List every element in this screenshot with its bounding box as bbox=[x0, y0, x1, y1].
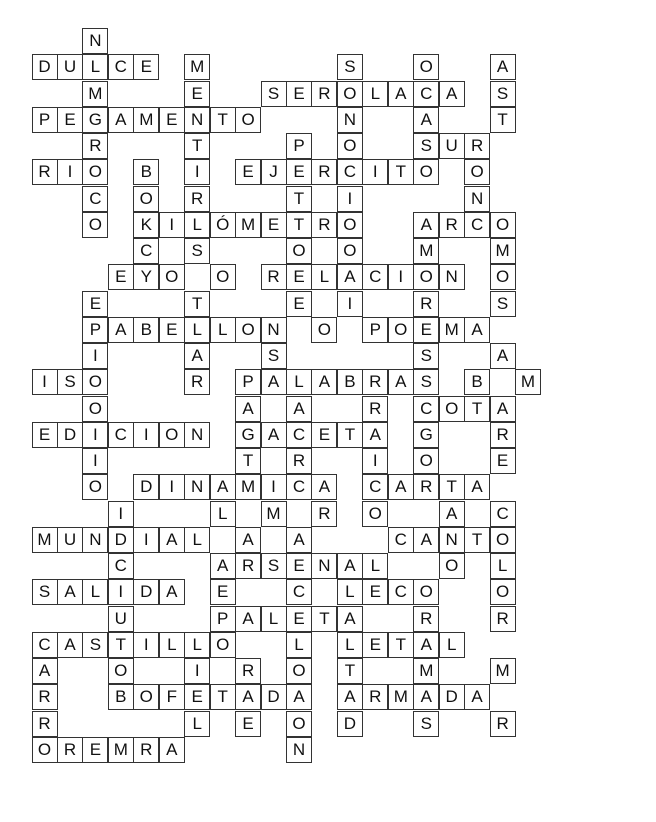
grid-cell[interactable]: A bbox=[337, 553, 363, 579]
grid-cell[interactable]: A bbox=[159, 527, 185, 553]
grid-cell[interactable]: E bbox=[32, 422, 58, 448]
grid-cell[interactable]: T bbox=[439, 474, 465, 500]
grid-cell[interactable]: A bbox=[210, 553, 236, 579]
grid-cell[interactable]: S bbox=[413, 133, 439, 159]
grid-cell[interactable]: L bbox=[210, 501, 236, 527]
grid-cell[interactable]: A bbox=[57, 632, 83, 658]
grid-cell[interactable]: R bbox=[235, 553, 261, 579]
grid-cell[interactable]: O bbox=[413, 264, 439, 290]
grid-cell[interactable]: E bbox=[184, 81, 210, 107]
grid-cell[interactable]: A bbox=[439, 81, 465, 107]
grid-cell[interactable]: A bbox=[108, 107, 134, 133]
grid-cell[interactable]: L bbox=[337, 632, 363, 658]
grid-cell[interactable]: N bbox=[439, 527, 465, 553]
grid-cell[interactable]: I bbox=[133, 422, 159, 448]
grid-cell[interactable]: O bbox=[82, 212, 108, 238]
grid-cell[interactable]: P bbox=[235, 369, 261, 395]
grid-cell[interactable]: O bbox=[235, 317, 261, 343]
grid-cell[interactable]: O bbox=[337, 238, 363, 264]
grid-cell[interactable]: E bbox=[362, 632, 388, 658]
grid-cell[interactable]: A bbox=[286, 684, 312, 710]
grid-cell[interactable]: O bbox=[82, 474, 108, 500]
grid-cell[interactable]: M bbox=[439, 317, 465, 343]
grid-cell[interactable]: A bbox=[362, 422, 388, 448]
grid-cell[interactable]: I bbox=[32, 369, 58, 395]
grid-cell[interactable]: D bbox=[108, 527, 134, 553]
grid-cell[interactable]: O bbox=[159, 264, 185, 290]
grid-cell[interactable]: C bbox=[108, 422, 134, 448]
grid-cell[interactable]: O bbox=[413, 159, 439, 185]
grid-cell[interactable]: T bbox=[337, 658, 363, 684]
grid-cell[interactable]: I bbox=[133, 527, 159, 553]
grid-cell[interactable]: C bbox=[108, 54, 134, 80]
grid-cell[interactable]: I bbox=[362, 448, 388, 474]
grid-cell[interactable]: O bbox=[286, 238, 312, 264]
grid-cell[interactable]: M bbox=[235, 474, 261, 500]
grid-cell[interactable]: T bbox=[388, 159, 414, 185]
grid-cell[interactable]: F bbox=[159, 684, 185, 710]
grid-cell[interactable]: S bbox=[57, 369, 83, 395]
grid-cell[interactable]: S bbox=[32, 579, 58, 605]
grid-cell[interactable]: C bbox=[133, 238, 159, 264]
grid-cell[interactable]: M bbox=[235, 212, 261, 238]
grid-cell[interactable]: G bbox=[413, 422, 439, 448]
grid-cell[interactable]: L bbox=[210, 317, 236, 343]
grid-cell[interactable]: M bbox=[515, 369, 541, 395]
grid-cell[interactable]: C bbox=[82, 186, 108, 212]
grid-cell[interactable]: S bbox=[261, 343, 287, 369]
grid-cell[interactable]: I bbox=[184, 658, 210, 684]
grid-cell[interactable]: T bbox=[286, 212, 312, 238]
grid-cell[interactable]: A bbox=[413, 527, 439, 553]
grid-cell[interactable]: Ó bbox=[210, 212, 236, 238]
grid-cell[interactable]: E bbox=[286, 606, 312, 632]
grid-cell[interactable]: O bbox=[388, 317, 414, 343]
grid-cell[interactable]: T bbox=[235, 448, 261, 474]
grid-cell[interactable]: E bbox=[82, 737, 108, 763]
grid-cell[interactable]: C bbox=[413, 396, 439, 422]
grid-cell[interactable]: A bbox=[32, 658, 58, 684]
grid-cell[interactable]: N bbox=[286, 737, 312, 763]
grid-cell[interactable]: I bbox=[362, 159, 388, 185]
grid-cell[interactable]: J bbox=[261, 159, 287, 185]
grid-cell[interactable]: B bbox=[464, 369, 490, 395]
grid-cell[interactable]: I bbox=[261, 474, 287, 500]
grid-cell[interactable]: A bbox=[464, 317, 490, 343]
grid-cell[interactable]: M bbox=[388, 684, 414, 710]
grid-cell[interactable]: A bbox=[413, 212, 439, 238]
grid-cell[interactable]: L bbox=[82, 579, 108, 605]
grid-cell[interactable]: A bbox=[413, 632, 439, 658]
grid-cell[interactable]: R bbox=[57, 737, 83, 763]
grid-cell[interactable]: E bbox=[235, 159, 261, 185]
grid-cell[interactable]: A bbox=[413, 684, 439, 710]
grid-cell[interactable]: R bbox=[32, 711, 58, 737]
grid-cell[interactable]: R bbox=[362, 396, 388, 422]
grid-cell[interactable]: R bbox=[311, 81, 337, 107]
grid-cell[interactable]: C bbox=[337, 159, 363, 185]
grid-cell[interactable]: O bbox=[439, 396, 465, 422]
grid-cell[interactable]: S bbox=[413, 369, 439, 395]
grid-cell[interactable]: P bbox=[286, 133, 312, 159]
grid-cell[interactable]: R bbox=[490, 606, 516, 632]
grid-cell[interactable]: M bbox=[490, 238, 516, 264]
grid-cell[interactable]: C bbox=[388, 579, 414, 605]
grid-cell[interactable]: T bbox=[464, 396, 490, 422]
grid-cell[interactable]: A bbox=[337, 684, 363, 710]
grid-cell[interactable]: R bbox=[413, 474, 439, 500]
grid-cell[interactable]: A bbox=[464, 684, 490, 710]
grid-cell[interactable]: R bbox=[184, 186, 210, 212]
grid-cell[interactable]: I bbox=[159, 212, 185, 238]
grid-cell[interactable]: R bbox=[311, 501, 337, 527]
grid-cell[interactable]: R bbox=[32, 159, 58, 185]
grid-cell[interactable]: E bbox=[108, 264, 134, 290]
grid-cell[interactable]: E bbox=[286, 291, 312, 317]
grid-cell[interactable]: S bbox=[490, 291, 516, 317]
grid-cell[interactable]: I bbox=[337, 186, 363, 212]
grid-cell[interactable]: O bbox=[286, 711, 312, 737]
grid-cell[interactable]: E bbox=[133, 54, 159, 80]
grid-cell[interactable]: E bbox=[261, 212, 287, 238]
grid-cell[interactable]: T bbox=[210, 107, 236, 133]
grid-cell[interactable]: R bbox=[490, 422, 516, 448]
grid-cell[interactable]: U bbox=[57, 527, 83, 553]
grid-cell[interactable]: A bbox=[388, 369, 414, 395]
grid-cell[interactable]: M bbox=[261, 501, 287, 527]
grid-cell[interactable]: T bbox=[184, 291, 210, 317]
grid-cell[interactable]: R bbox=[133, 737, 159, 763]
grid-cell[interactable]: N bbox=[337, 107, 363, 133]
grid-cell[interactable]: A bbox=[210, 474, 236, 500]
grid-cell[interactable]: R bbox=[235, 658, 261, 684]
grid-cell[interactable]: A bbox=[286, 527, 312, 553]
grid-cell[interactable]: O bbox=[210, 264, 236, 290]
grid-cell[interactable]: O bbox=[413, 54, 439, 80]
grid-cell[interactable]: A bbox=[261, 369, 287, 395]
grid-cell[interactable]: N bbox=[184, 422, 210, 448]
grid-cell[interactable]: T bbox=[210, 684, 236, 710]
grid-cell[interactable]: O bbox=[337, 81, 363, 107]
grid-cell[interactable]: E bbox=[159, 107, 185, 133]
grid-cell[interactable]: Y bbox=[133, 264, 159, 290]
grid-cell[interactable]: O bbox=[439, 553, 465, 579]
grid-cell[interactable]: A bbox=[159, 737, 185, 763]
grid-cell[interactable]: L bbox=[337, 579, 363, 605]
grid-cell[interactable]: E bbox=[362, 579, 388, 605]
grid-cell[interactable]: C bbox=[286, 474, 312, 500]
grid-cell[interactable]: O bbox=[337, 133, 363, 159]
grid-cell[interactable]: L bbox=[184, 317, 210, 343]
grid-cell[interactable]: O bbox=[108, 658, 134, 684]
grid-cell[interactable]: L bbox=[439, 632, 465, 658]
grid-cell[interactable]: R bbox=[362, 369, 388, 395]
grid-cell[interactable]: T bbox=[464, 527, 490, 553]
grid-cell[interactable]: B bbox=[108, 684, 134, 710]
grid-cell[interactable]: A bbox=[57, 579, 83, 605]
grid-cell[interactable]: R bbox=[184, 369, 210, 395]
grid-cell[interactable]: L bbox=[184, 711, 210, 737]
grid-cell[interactable]: B bbox=[133, 317, 159, 343]
grid-cell[interactable]: E bbox=[413, 317, 439, 343]
grid-cell[interactable]: G bbox=[235, 422, 261, 448]
grid-cell[interactable]: E bbox=[159, 317, 185, 343]
grid-cell[interactable]: A bbox=[184, 343, 210, 369]
grid-cell[interactable]: E bbox=[210, 579, 236, 605]
grid-cell[interactable]: O bbox=[82, 369, 108, 395]
grid-cell[interactable]: I bbox=[388, 264, 414, 290]
grid-cell[interactable]: E bbox=[286, 159, 312, 185]
grid-cell[interactable]: O bbox=[490, 527, 516, 553]
grid-cell[interactable]: I bbox=[159, 474, 185, 500]
grid-cell[interactable]: D bbox=[439, 684, 465, 710]
grid-cell[interactable]: L bbox=[184, 212, 210, 238]
grid-cell[interactable]: A bbox=[235, 396, 261, 422]
grid-cell[interactable]: P bbox=[210, 606, 236, 632]
grid-cell[interactable]: B bbox=[133, 159, 159, 185]
grid-cell[interactable]: T bbox=[337, 422, 363, 448]
grid-cell[interactable]: I bbox=[82, 448, 108, 474]
grid-cell[interactable]: I bbox=[184, 159, 210, 185]
grid-cell[interactable]: D bbox=[261, 684, 287, 710]
grid-cell[interactable]: M bbox=[413, 658, 439, 684]
grid-cell[interactable]: N bbox=[82, 28, 108, 54]
grid-cell[interactable]: D bbox=[32, 54, 58, 80]
grid-cell[interactable]: L bbox=[159, 632, 185, 658]
grid-cell[interactable]: O bbox=[133, 186, 159, 212]
grid-cell[interactable]: S bbox=[413, 343, 439, 369]
grid-cell[interactable]: R bbox=[261, 264, 287, 290]
grid-cell[interactable]: O bbox=[413, 579, 439, 605]
grid-cell[interactable]: E bbox=[57, 107, 83, 133]
grid-cell[interactable]: N bbox=[439, 264, 465, 290]
grid-cell[interactable]: C bbox=[362, 264, 388, 290]
grid-cell[interactable]: K bbox=[133, 212, 159, 238]
grid-cell[interactable]: R bbox=[490, 711, 516, 737]
grid-cell[interactable]: A bbox=[159, 579, 185, 605]
grid-cell[interactable]: N bbox=[311, 553, 337, 579]
grid-cell[interactable]: I bbox=[108, 501, 134, 527]
grid-cell[interactable]: R bbox=[32, 684, 58, 710]
grid-cell[interactable]: G bbox=[82, 107, 108, 133]
grid-cell[interactable]: S bbox=[184, 238, 210, 264]
grid-cell[interactable]: M bbox=[490, 658, 516, 684]
grid-cell[interactable]: N bbox=[82, 527, 108, 553]
grid-cell[interactable]: I bbox=[337, 291, 363, 317]
grid-cell[interactable]: O bbox=[133, 684, 159, 710]
grid-cell[interactable]: O bbox=[159, 422, 185, 448]
grid-cell[interactable]: D bbox=[57, 422, 83, 448]
grid-cell[interactable]: C bbox=[32, 632, 58, 658]
grid-cell[interactable]: O bbox=[235, 107, 261, 133]
grid-cell[interactable]: R bbox=[286, 448, 312, 474]
grid-cell[interactable]: C bbox=[362, 474, 388, 500]
grid-cell[interactable]: C bbox=[464, 212, 490, 238]
grid-cell[interactable]: A bbox=[388, 474, 414, 500]
grid-cell[interactable]: C bbox=[108, 553, 134, 579]
grid-cell[interactable]: U bbox=[108, 606, 134, 632]
grid-cell[interactable]: P bbox=[32, 107, 58, 133]
grid-cell[interactable]: I bbox=[108, 579, 134, 605]
grid-cell[interactable]: C bbox=[286, 422, 312, 448]
grid-cell[interactable]: I bbox=[82, 343, 108, 369]
grid-cell[interactable]: S bbox=[261, 553, 287, 579]
grid-cell[interactable]: O bbox=[490, 212, 516, 238]
grid-cell[interactable]: C bbox=[286, 579, 312, 605]
grid-cell[interactable]: O bbox=[286, 658, 312, 684]
grid-cell[interactable]: L bbox=[261, 606, 287, 632]
grid-cell[interactable]: T bbox=[311, 606, 337, 632]
grid-cell[interactable]: L bbox=[362, 81, 388, 107]
grid-cell[interactable]: A bbox=[337, 606, 363, 632]
grid-cell[interactable]: I bbox=[82, 422, 108, 448]
grid-cell[interactable]: R bbox=[311, 212, 337, 238]
grid-cell[interactable]: L bbox=[184, 527, 210, 553]
grid-cell[interactable]: E bbox=[82, 291, 108, 317]
grid-cell[interactable]: A bbox=[464, 474, 490, 500]
grid-cell[interactable]: D bbox=[133, 474, 159, 500]
grid-cell[interactable]: M bbox=[32, 527, 58, 553]
grid-cell[interactable]: E bbox=[286, 553, 312, 579]
grid-cell[interactable]: R bbox=[82, 133, 108, 159]
grid-cell[interactable]: C bbox=[413, 81, 439, 107]
grid-cell[interactable]: A bbox=[439, 501, 465, 527]
grid-cell[interactable]: B bbox=[337, 369, 363, 395]
grid-cell[interactable]: O bbox=[490, 579, 516, 605]
grid-cell[interactable]: O bbox=[82, 159, 108, 185]
grid-cell[interactable]: A bbox=[490, 343, 516, 369]
grid-cell[interactable]: E bbox=[184, 684, 210, 710]
grid-cell[interactable]: M bbox=[108, 737, 134, 763]
grid-cell[interactable]: A bbox=[235, 527, 261, 553]
grid-cell[interactable]: I bbox=[133, 632, 159, 658]
grid-cell[interactable]: S bbox=[82, 632, 108, 658]
grid-cell[interactable]: S bbox=[337, 54, 363, 80]
grid-cell[interactable]: U bbox=[57, 54, 83, 80]
grid-cell[interactable]: D bbox=[133, 579, 159, 605]
grid-cell[interactable]: T bbox=[490, 107, 516, 133]
grid-cell[interactable]: O bbox=[337, 212, 363, 238]
grid-cell[interactable]: R bbox=[311, 159, 337, 185]
grid-cell[interactable]: N bbox=[184, 107, 210, 133]
grid-cell[interactable]: A bbox=[413, 107, 439, 133]
grid-cell[interactable]: A bbox=[490, 396, 516, 422]
grid-cell[interactable]: L bbox=[311, 264, 337, 290]
grid-cell[interactable]: R bbox=[362, 684, 388, 710]
grid-cell[interactable]: A bbox=[108, 317, 134, 343]
grid-cell[interactable]: O bbox=[311, 317, 337, 343]
grid-cell[interactable]: S bbox=[413, 711, 439, 737]
grid-cell[interactable]: A bbox=[235, 606, 261, 632]
grid-cell[interactable]: R bbox=[464, 133, 490, 159]
grid-cell[interactable]: O bbox=[210, 632, 236, 658]
grid-cell[interactable]: T bbox=[388, 632, 414, 658]
grid-cell[interactable]: L bbox=[82, 54, 108, 80]
grid-cell[interactable]: O bbox=[82, 396, 108, 422]
grid-cell[interactable]: P bbox=[362, 317, 388, 343]
grid-cell[interactable]: A bbox=[490, 54, 516, 80]
grid-cell[interactable]: O bbox=[490, 264, 516, 290]
grid-cell[interactable]: A bbox=[261, 422, 287, 448]
grid-cell[interactable]: L bbox=[362, 553, 388, 579]
grid-cell[interactable]: A bbox=[388, 81, 414, 107]
grid-cell[interactable]: R bbox=[439, 212, 465, 238]
grid-cell[interactable]: O bbox=[362, 501, 388, 527]
grid-cell[interactable]: E bbox=[235, 711, 261, 737]
grid-cell[interactable]: S bbox=[490, 81, 516, 107]
grid-cell[interactable]: A bbox=[311, 369, 337, 395]
grid-cell[interactable]: O bbox=[413, 448, 439, 474]
grid-cell[interactable]: D bbox=[337, 711, 363, 737]
grid-cell[interactable]: M bbox=[82, 81, 108, 107]
grid-cell[interactable]: A bbox=[286, 396, 312, 422]
grid-cell[interactable]: O bbox=[32, 737, 58, 763]
grid-cell[interactable]: L bbox=[490, 553, 516, 579]
grid-cell[interactable]: U bbox=[439, 133, 465, 159]
grid-cell[interactable]: N bbox=[464, 186, 490, 212]
grid-cell[interactable]: A bbox=[337, 264, 363, 290]
grid-cell[interactable]: O bbox=[464, 159, 490, 185]
grid-cell[interactable]: E bbox=[286, 81, 312, 107]
grid-cell[interactable]: C bbox=[490, 501, 516, 527]
grid-cell[interactable]: S bbox=[261, 81, 287, 107]
grid-cell[interactable]: R bbox=[413, 606, 439, 632]
grid-cell[interactable]: L bbox=[286, 632, 312, 658]
grid-cell[interactable]: M bbox=[184, 54, 210, 80]
grid-cell[interactable]: R bbox=[413, 291, 439, 317]
grid-cell[interactable]: A bbox=[235, 684, 261, 710]
grid-cell[interactable]: L bbox=[286, 369, 312, 395]
grid-cell[interactable]: T bbox=[184, 133, 210, 159]
grid-cell[interactable]: E bbox=[286, 264, 312, 290]
grid-cell[interactable]: M bbox=[413, 238, 439, 264]
grid-cell[interactable]: E bbox=[311, 422, 337, 448]
grid-cell[interactable]: I bbox=[57, 159, 83, 185]
grid-cell[interactable]: C bbox=[388, 527, 414, 553]
grid-cell[interactable]: T bbox=[108, 632, 134, 658]
grid-cell[interactable]: A bbox=[311, 474, 337, 500]
grid-cell[interactable]: L bbox=[184, 632, 210, 658]
grid-cell[interactable]: P bbox=[82, 317, 108, 343]
grid-cell[interactable]: T bbox=[286, 186, 312, 212]
grid-cell[interactable]: N bbox=[261, 317, 287, 343]
grid-cell[interactable]: E bbox=[490, 448, 516, 474]
grid-cell[interactable]: N bbox=[184, 474, 210, 500]
grid-cell[interactable]: M bbox=[133, 107, 159, 133]
